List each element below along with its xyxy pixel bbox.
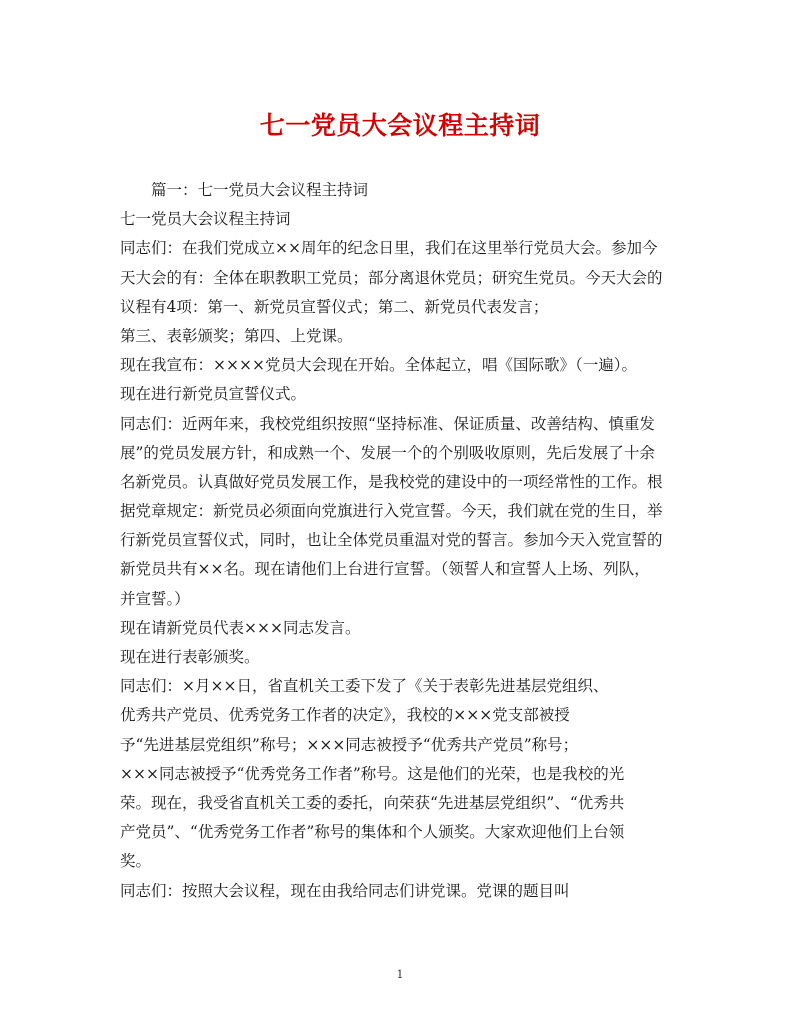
paragraph-line: 产党员”、“优秀党务工作者”称号的集体和个人颁奖。大家欢迎他们上台领 [120, 823, 625, 842]
section-heading: 篇一：七一党员大会议程主持词 [151, 181, 369, 199]
paragraph-line: 荣。现在，我受省直机关工委的委托，向荣获“先进基层党组织”、“优秀共 [120, 793, 625, 812]
paragraph-line: 名新党员。认真做好党员发展工作，是我校党的建设中的一项经常性的工作。根 [120, 472, 663, 491]
paragraph-line: 予“先进基层党组织”称号；×××同志被授予“优秀共产党员”称号； [120, 735, 579, 754]
paragraph-line: 现在进行新党员宣誓仪式。 [120, 385, 307, 404]
paragraph-line: 同志们：×月××日，省直机关工委下发了《关于表彰先进基层党组织、 [120, 677, 609, 696]
paragraph-line: 据党章规定：新党员必须面向党旗进行入党宣誓。今天，我们就在党的生日，举 [120, 502, 663, 521]
paragraph-line: 新党员共有××名。现在请他们上台进行宣誓。（领誓人和宣誓人上场、列队， [120, 560, 650, 579]
paragraph-line: 现在进行表彰颁奖。 [120, 648, 260, 666]
paragraph-line: ×××同志被授予“优秀党务工作者”称号。这是他们的光荣，也是我校的光 [120, 764, 625, 783]
paragraph-line: 议程有4项：第一、新党员宣誓仪式；第二、新党员代表发言； [120, 297, 549, 316]
page-number: 1 [396, 968, 404, 981]
document-title: 七一党员大会议程主持词 [259, 111, 541, 140]
paragraph-line: 第三、表彰颁奖；第四、上党课。 [120, 326, 353, 345]
paragraph-line: 现在我宣布：××××党员大会现在开始。全体起立，唱《国际歌》（一遍）。 [120, 356, 637, 375]
document-body [120, 176, 680, 906]
paragraph-line: 同志们：在我们党成立××周年的纪念日里，我们在这里举行党员大会。参加今 [120, 239, 658, 258]
paragraph-line: 现在请新党员代表×××同志发言。 [120, 618, 361, 637]
paragraph-line: 行新党员宣誓仪式，同时，也让全体党员重温对党的誓言。参加今天入党宣誓的 [120, 531, 663, 550]
paragraph-line: 同志们：按照大会议程，现在由我给同志们讲党课。党课的题目叫 [120, 881, 570, 900]
paragraph-line: 天大会的有：全体在职教职工党员；部分离退休党员；研究生党员。今天大会的 [120, 268, 663, 287]
paragraph-line: 优秀共产党员、优秀党务工作者的决定》，我校的×××党支部被授 [120, 706, 570, 725]
paragraph-line: 并宣誓。） [120, 589, 190, 608]
paragraph-line: 展”的党员发展方针，和成熟一个、发展一个的个别吸收原则，先后发展了十余 [120, 443, 655, 462]
paragraph-line: 同志们：近两年来，我校党组织按照“坚持标准、保证质量、改善结构、慎重发 [120, 414, 655, 433]
subheading: 七一党员大会议程主持词 [120, 210, 291, 229]
paragraph-line: 奖。 [120, 852, 152, 871]
